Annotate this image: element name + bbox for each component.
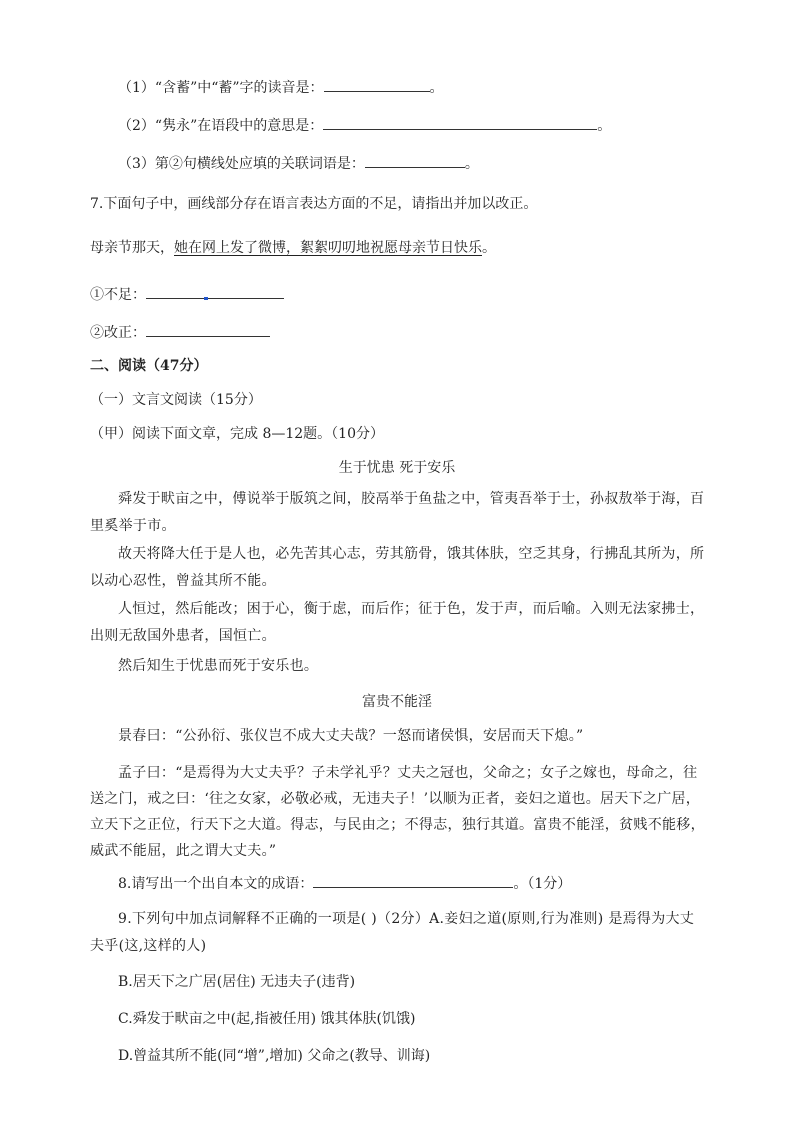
correction-line: ②改正： xyxy=(90,322,270,343)
subsection-heading: （一）文言文阅读（15分） xyxy=(90,392,262,408)
question-7-sentence: 母亲节那天，她在网上发了微博，絮絮叨叨地祝愿母亲节日快乐。 xyxy=(90,240,496,256)
deficiency-line: ①不足： xyxy=(90,284,284,305)
passage-instruction: （甲）阅读下面文章，完成 8—12题。（10分） xyxy=(90,426,384,442)
option-b[interactable]: B.居天下之广居(居住) 无违夫子(违背) xyxy=(118,974,356,990)
answer-blank[interactable] xyxy=(146,322,270,337)
question-1: （1）“含蓄”中“蓄”字的读音是： 。 xyxy=(118,77,444,98)
passage-paragraph: 然后知生于忧患而死于安乐也。 xyxy=(118,658,319,674)
passage-paragraph: 人恒过，然后能改；困于心，衡于虑，而后作；征于色，发于声，而后喻。入则无法家拂士，出则无敌国外患者，国恒亡。 xyxy=(90,601,705,644)
answer-blank[interactable] xyxy=(313,873,513,888)
section-heading: 二、阅读（47分） xyxy=(90,358,208,374)
answer-blank[interactable] xyxy=(324,77,430,92)
answer-blank[interactable] xyxy=(365,153,465,168)
option-d[interactable]: D.曾益其所不能(同“增”,增加) 父命之(教导、训诲) xyxy=(118,1048,431,1064)
underlined-phrase: 她在网上发了微博，絮絮叨叨地祝愿母亲节日快乐 xyxy=(174,240,482,256)
passage-title: 生于忧患 死于安乐 xyxy=(338,460,456,476)
option-c[interactable]: C.舜发于畎亩之中(起,指被任用) 饿其体肤(饥饿) xyxy=(118,1011,416,1027)
question-9: 9.下列句中加点词解释不正确的一项是( )（2分）A.妾妇之道(原则,行为准则) 是焉得为大丈夫乎(这,这样的人) xyxy=(90,911,695,954)
question-7-prompt: 7.下面句子中，画线部分存在语言表达方面的不足，请指出并加以改正。 xyxy=(90,196,538,212)
passage-paragraph: 孟子曰：“是焉得为大丈夫乎？子未学礼乎？丈夫之冠也，父命之；女子之嫁也，母命之，往送之门，戒之曰：‘往之女家，必敬必戒，无违夫子！’以顺为正者，妾妇之道也。居天下之广居，立天下之正位，行天下之大道。得志，与民由之；不得志，独行其道。富贵不能淫，贫贱不能移，威武不能屈，此之谓大丈夫。” xyxy=(90,765,705,859)
question-3: （3）第②句横线处应填的关联词语是： 。 xyxy=(118,153,479,174)
passage-paragraph: 故天将降大任于是人也，必先苦其心志，劳其筋骨，饿其体肤，空乏其身，行拂乱其所为，所以动心忍性，曾益其所不能。 xyxy=(90,546,705,589)
cursor-mark xyxy=(204,297,208,300)
answer-blank[interactable] xyxy=(146,284,284,299)
answer-blank[interactable] xyxy=(323,115,597,130)
question-8: 8.请写出一个出自本文的成语： 。（1分） xyxy=(118,873,571,894)
question-2: （2）“隽永”在语段中的意思是： 。 xyxy=(118,115,611,136)
passage-paragraph: 舜发于畎亩之中，傅说举于版筑之间，胶鬲举于鱼盐之中，管夷吾举于士，孙叔敖举于海，百里奚举于市。 xyxy=(90,491,705,534)
passage-title: 富贵不能淫 xyxy=(362,694,432,710)
passage-paragraph: 景春曰：“公孙衍、张仪岂不成大丈夫哉？一怒而诸侯惧，安居而天下熄。” xyxy=(118,728,584,744)
